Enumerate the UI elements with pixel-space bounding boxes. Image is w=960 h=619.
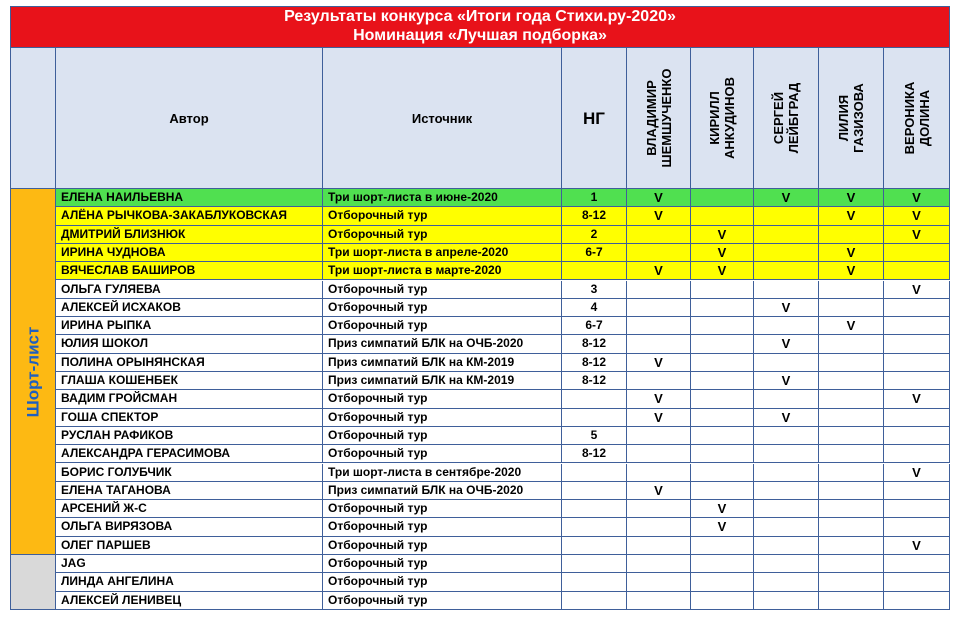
vote-cell: V [884,226,950,244]
vote-cell [819,335,884,353]
vote-cell: V [627,354,691,372]
vote-cell [884,427,950,445]
vote-cell: V [819,207,884,225]
vote-cell [884,262,950,280]
header-judge [819,48,884,189]
vote-cell [819,573,884,591]
vote-cell [691,189,754,207]
vote-cell: V [691,500,754,518]
results-table [10,6,950,613]
author-cell: ВАДИМ ГРОЙСМАН [56,390,323,408]
vote-cell [819,592,884,610]
vote-cell [627,537,691,555]
group-header-blank [10,48,56,189]
author-cell: ЕЛЕНА ТАГАНОВА [56,482,323,500]
vote-cell [691,573,754,591]
source-cell: Отборочный тур [323,409,562,427]
source-cell: Отборочный тур [323,537,562,555]
vote-cell: V [754,335,819,353]
vote-cell [884,592,950,610]
judge-first-name: ВЛАДИМИР [643,80,659,156]
vote-cell [627,573,691,591]
vote-cell [691,427,754,445]
vote-cell [754,555,819,573]
source-cell: Отборочный тур [323,226,562,244]
author-cell: АЛЁНА РЫЧКОВА-ЗАКАБЛУКОВСКАЯ [56,207,323,225]
judge-name [707,77,737,159]
source-cell: Отборочный тур [323,317,562,335]
vote-cell [691,464,754,482]
vote-cell [819,299,884,317]
judge-last-name: ЛЕЙБГРАД [786,82,801,154]
vote-cell [819,537,884,555]
vote-cell [884,445,950,463]
author-cell: ЕЛЕНА НАИЛЬЕВНА [56,189,323,207]
vote-cell: V [691,226,754,244]
vote-cell [691,354,754,372]
vote-cell: V [819,317,884,335]
judge-name [836,83,866,153]
judge-first-name: ВЕРОНИКА [901,81,917,155]
vote-cell [754,464,819,482]
vote-cell [627,464,691,482]
author-cell: ПОЛИНА ОРЫНЯНСКАЯ [56,354,323,372]
vote-cell: V [627,189,691,207]
vote-cell [754,500,819,518]
ng-cell: 8-12 [562,372,627,390]
vote-cell [691,592,754,610]
vote-cell [884,299,950,317]
ng-cell [562,390,627,408]
vote-cell [627,281,691,299]
ng-cell: 6-7 [562,244,627,262]
judge-last-name: ДОЛИНА [916,89,932,147]
vote-cell [691,281,754,299]
source-cell: Отборочный тур [323,445,562,463]
ng-cell: 8-12 [562,207,627,225]
vote-cell [819,226,884,244]
judge-first-name: СЕРГЕЙ [771,91,786,145]
vote-cell: V [627,207,691,225]
vote-cell [754,226,819,244]
title-banner [10,6,950,48]
header-judge [884,48,950,189]
vote-cell [627,335,691,353]
vote-cell: V [884,464,950,482]
ng-cell [562,537,627,555]
vote-cell [627,592,691,610]
vote-cell [819,445,884,463]
vote-cell: V [691,518,754,536]
vote-cell [691,409,754,427]
author-cell: ОЛЬГА ГУЛЯЕВА [56,281,323,299]
header-ng: НГ [562,48,627,189]
vote-cell [819,409,884,427]
vote-cell [754,390,819,408]
vote-cell: V [884,189,950,207]
vote-cell [754,207,819,225]
judge-last-name: ГАЗИЗОВА [851,83,866,153]
vote-cell [691,482,754,500]
header-source: Источник [323,48,562,189]
source-cell: Три шорт-листа в июне-2020 [323,189,562,207]
vote-cell [754,281,819,299]
ng-cell [562,518,627,536]
vote-cell: V [884,537,950,555]
vote-cell [754,354,819,372]
author-cell: ЛИНДА АНГЕЛИНА [56,573,323,591]
source-cell: Три шорт-листа в сентябре-2020 [323,464,562,482]
vote-cell: V [627,262,691,280]
vote-cell [754,427,819,445]
vote-cell [627,555,691,573]
ng-cell [562,409,627,427]
vote-cell [754,445,819,463]
author-cell: ВЯЧЕСЛАВ БАШИРОВ [56,262,323,280]
author-cell: ИРИНА ЧУДНОВА [56,244,323,262]
author-cell: АЛЕКСЕЙ ИСХАКОВ [56,299,323,317]
vote-cell [627,518,691,536]
source-cell: Отборочный тур [323,390,562,408]
source-cell: Отборочный тур [323,207,562,225]
source-cell: Отборочный тур [323,427,562,445]
vote-cell [691,335,754,353]
author-cell: JAG [56,555,323,573]
vote-cell: V [754,409,819,427]
vote-cell [627,500,691,518]
ng-cell: 3 [562,281,627,299]
vote-cell [884,317,950,335]
vote-cell: V [819,244,884,262]
vote-cell [819,372,884,390]
vote-cell [819,518,884,536]
judge-first-name: ЛИЛИЯ [836,94,851,142]
vote-cell [691,390,754,408]
vote-cell [884,518,950,536]
source-cell: Отборочный тур [323,299,562,317]
source-cell: Приз симпатий БЛК на КМ-2019 [323,354,562,372]
vote-cell [884,573,950,591]
vote-cell: V [691,244,754,262]
ng-cell: 5 [562,427,627,445]
source-cell: Приз симпатий БЛК на ОЧБ-2020 [323,335,562,353]
author-cell: АРСЕНИЙ Ж-С [56,500,323,518]
vote-cell: V [691,262,754,280]
vote-cell [691,299,754,317]
vote-cell [819,500,884,518]
vote-cell [884,555,950,573]
vote-cell [819,482,884,500]
vote-cell [884,335,950,353]
vote-cell: V [627,482,691,500]
vote-cell [884,372,950,390]
vote-cell [754,262,819,280]
ng-cell [562,592,627,610]
vote-cell [884,244,950,262]
header-judge [627,48,691,189]
ng-cell: 8-12 [562,445,627,463]
vote-cell: V [627,390,691,408]
source-cell: Приз симпатий БЛК на КМ-2019 [323,372,562,390]
ng-cell: 1 [562,189,627,207]
author-cell: ЮЛИЯ ШОКОЛ [56,335,323,353]
source-cell: Отборочный тур [323,592,562,610]
judge-name [644,69,674,168]
vote-cell [819,464,884,482]
vote-cell: V [754,372,819,390]
vote-cell [627,317,691,335]
vote-cell [819,555,884,573]
title-line-2: Номинация «Лучшая подборка» [353,27,607,44]
vote-cell [691,445,754,463]
vote-cell: V [819,262,884,280]
ng-cell [562,482,627,500]
vote-cell: V [754,189,819,207]
vote-cell [754,482,819,500]
vote-cell: V [884,390,950,408]
vote-cell [754,244,819,262]
judge-name [902,82,932,155]
ng-cell [562,555,627,573]
source-cell: Приз симпатий БЛК на ОЧБ-2020 [323,482,562,500]
ng-cell [562,500,627,518]
source-cell: Отборочный тур [323,500,562,518]
vote-cell: V [627,409,691,427]
vote-cell: V [754,299,819,317]
source-cell: Отборочный тур [323,518,562,536]
vote-cell [627,372,691,390]
vote-cell [819,390,884,408]
judge-last-name: ШЕМШУЧЕНКО [658,68,674,168]
vote-cell [754,518,819,536]
vote-cell [691,537,754,555]
vote-cell [819,281,884,299]
vote-cell [627,445,691,463]
vote-cell [627,427,691,445]
author-cell: БОРИС ГОЛУБЧИК [56,464,323,482]
vote-cell: V [884,281,950,299]
vote-cell [754,537,819,555]
vote-cell [754,592,819,610]
vote-cell [884,500,950,518]
vote-cell [819,354,884,372]
author-cell: АЛЕКСАНДРА ГЕРАСИМОВА [56,445,323,463]
vote-cell [627,226,691,244]
author-cell: ОЛЕГ ПАРШЕВ [56,537,323,555]
author-cell: АЛЕКСЕЙ ЛЕНИВЕЦ [56,592,323,610]
vote-cell [884,409,950,427]
vote-cell [691,207,754,225]
shortlist-group [10,189,56,555]
author-cell: ОЛЬГА ВИРЯЗОВА [56,518,323,536]
vote-cell [884,354,950,372]
ng-cell: 4 [562,299,627,317]
vote-cell [627,299,691,317]
judge-name [771,83,801,154]
source-cell: Отборочный тур [323,573,562,591]
shortlist-label: Шорт-лист [23,326,43,417]
title-line-1: Результаты конкурса «Итоги года Стихи.ру-2020» [284,8,676,25]
vote-cell [691,317,754,335]
vote-cell [754,573,819,591]
other-group [10,555,56,610]
header-author: Автор [56,48,323,189]
vote-cell [819,427,884,445]
ng-cell [562,573,627,591]
vote-cell [691,555,754,573]
ng-cell [562,464,627,482]
source-cell: Отборочный тур [323,281,562,299]
vote-cell [627,244,691,262]
vote-cell [754,317,819,335]
author-cell: ГОША СПЕКТОР [56,409,323,427]
judge-last-name: АНКУДИНОВ [722,77,737,159]
source-cell: Отборочный тур [323,555,562,573]
judge-first-name: КИРИЛЛ [707,91,722,145]
ng-cell: 8-12 [562,354,627,372]
source-cell: Три шорт-листа в марте-2020 [323,262,562,280]
vote-cell: V [884,207,950,225]
vote-cell: V [819,189,884,207]
ng-cell: 8-12 [562,335,627,353]
author-cell: ДМИТРИЙ БЛИЗНЮК [56,226,323,244]
ng-cell: 6-7 [562,317,627,335]
source-cell: Три шорт-листа в апреле-2020 [323,244,562,262]
vote-cell [884,482,950,500]
vote-cell [691,372,754,390]
ng-cell [562,262,627,280]
header-judge [754,48,819,189]
header-judge [691,48,754,189]
author-cell: ГЛАША КОШЕНБЕК [56,372,323,390]
author-cell: РУСЛАН РАФИКОВ [56,427,323,445]
author-cell: ИРИНА РЫПКА [56,317,323,335]
ng-cell: 2 [562,226,627,244]
